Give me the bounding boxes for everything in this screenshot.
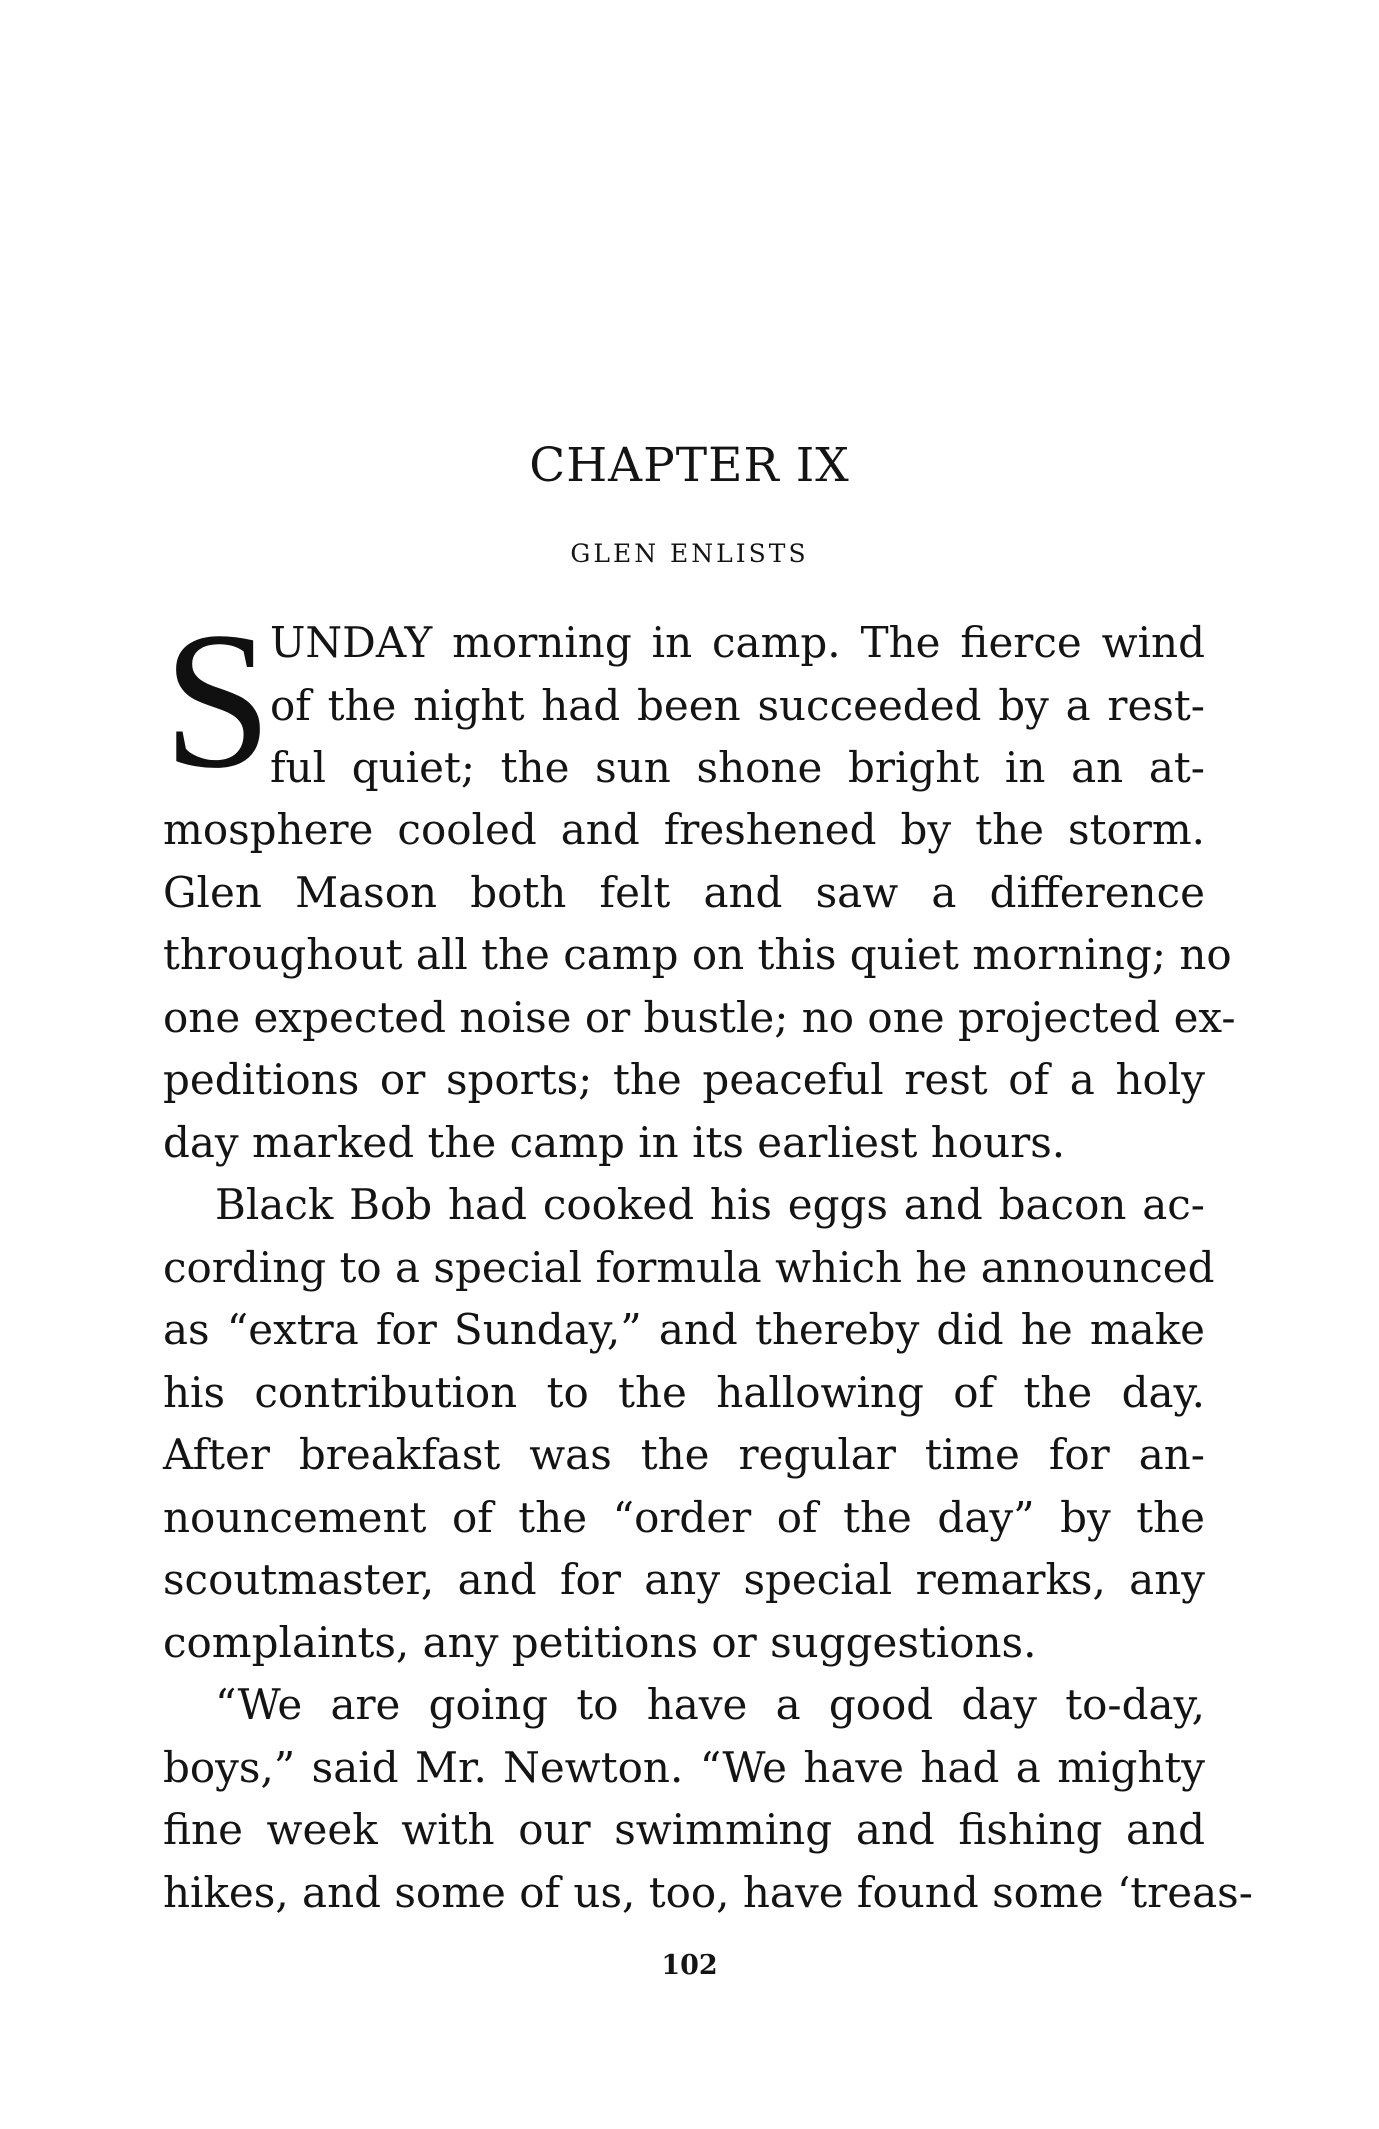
paragraph-1-dropcap-lines <box>163 592 1205 809</box>
page-number: 102 <box>661 1950 718 1981</box>
text-line: mosphere cooled and freshened by the storm. <box>163 805 1205 854</box>
text-line: peditions or sports; the peaceful rest of a holy <box>163 1055 1205 1104</box>
chapter-title: CHAPTER IX <box>529 438 850 493</box>
text-line: nouncement of the “order of the day” by the <box>163 1492 1205 1542</box>
text-line: fine week with our swimming and fishing and <box>163 1805 1205 1854</box>
text-line: as “extra for Sunday,” and thereby did he make <box>163 1305 1205 1354</box>
text-line: Black Bob had cooked his eggs and bacon ac- <box>215 1180 1205 1229</box>
text-line: cording to a special formula which he announced <box>163 1242 1215 1292</box>
drop-cap: S <box>163 592 273 809</box>
paragraph-1 <box>163 799 1236 1174</box>
paragraph-3 <box>163 1674 1253 1924</box>
text-line: scoutmaster, and for any special remarks, any <box>163 1555 1205 1604</box>
text-line: boys,” said Mr. Newton. “We have had a mighty <box>163 1742 1205 1792</box>
text-line: complaints, any petitions or suggestions. <box>163 1617 1037 1667</box>
text-line: Glen Mason both felt and saw a difference <box>163 867 1205 917</box>
text-line: “We are going to have a good day to-day, <box>215 1680 1205 1729</box>
text-line: UNDAY morning in camp. The fierce wind <box>270 618 1205 667</box>
text-line: day marked the camp in its earliest hours. <box>163 1117 1066 1167</box>
text-line: hikes, and some of us, too, have found some ‘treas- <box>163 1867 1253 1917</box>
text-line: After breakfast was the regular time for an- <box>163 1430 1205 1479</box>
text-line: one expected noise or bustle; no one projected ex- <box>163 992 1236 1042</box>
text-line: his contribution to the hallowing of the day. <box>163 1367 1205 1417</box>
chapter-subtitle: GLEN ENLISTS <box>570 539 809 568</box>
text-line: ful quiet; the sun shone bright in an at- <box>270 743 1205 792</box>
text-line: throughout all the camp on this quiet morning; no <box>163 930 1232 979</box>
paragraph-2 <box>163 1174 1215 1674</box>
text-line: of the night had been succeeded by a rest- <box>270 680 1205 730</box>
